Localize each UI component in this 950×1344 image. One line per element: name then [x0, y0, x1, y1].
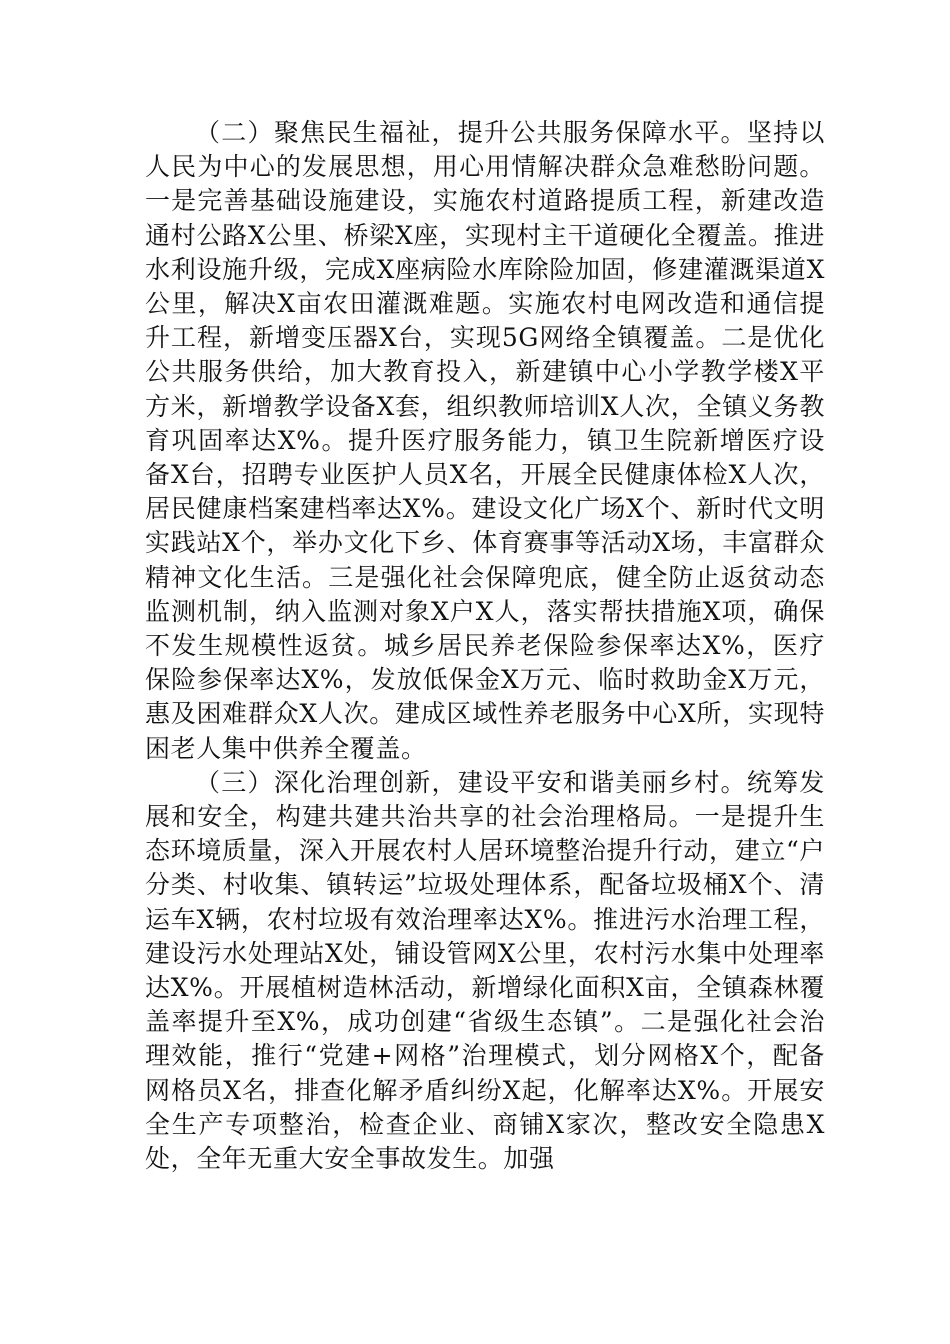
paragraph-governance: （三）深化治理创新，建设平安和谐美丽乡村。统筹发展和安全，构建共建共治共享的社会治理格局。一是提升生态环境质量，深入开展农村人居环境整治提升行动，建立“户分类、村收集、镇转运”垃圾处理体系，配备垃圾桶X个、清运车X辆，农村垃圾有效治理率达X%。推进污水治理工程，建设污水处理站X处，铺设管网X公里，农村污水集中处理率达X%。开展植树造林活动，新增绿化面积X亩，全镇森林覆盖率提升至X%，成功创建“省级生态镇”。二是强化社会治理效能，推行“党建+网格”治理模式，划分网格X个，配备网格员X名，排查化解矛盾纠纷X起，化解率达X%。开展安全生产专项整治，检查企业、商铺X家次，整改安全隐患X处，全年无重大安全事故发生。加强 [145, 767, 825, 1174]
document-body [145, 116, 825, 1176]
paragraph-public-services: （二）聚焦民生福祉，提升公共服务保障水平。坚持以人民为中心的发展思想，用心用情解决群众急难愁盼问题。一是完善基础设施建设，实施农村道路提质工程，新建改造通村公路X公里、桥梁X座，实现村主干道硬化全覆盖。推进水利设施升级，完成X座病险水库除险加固，修建灌溉渠道X公里，解决X亩农田灌溉难题。实施农村电网改造和通信提升工程，新增变压器X台，实现5G网络全镇覆盖。二是优化公共服务供给，加大教育投入，新建镇中心小学教学楼X平方米，新增教学设备X套，组织教师培训X人次，全镇义务教育巩固率达X%。提升医疗服务能力，镇卫生院新增医疗设备X台，招聘专业医护人员X名，开展全民健康体检X人次，居民健康档案建档率达X%。建设文化广场X个、新时代文明实践站X个，举办文化下乡、体育赛事等活动X场，丰富群众精神文化生活。三是强化社会保障兜底，健全防止返贫动态监测机制，纳入监测对象X户X人，落实帮扶措施X项，确保不发生规模性返贫。城乡居民养老保险参保率达X%，医疗保险参保率达X%，发放低保金X万元、临时救助金X万元，惠及困难群众X人次。建成区域性养老服务中心X所，实现特困老人集中供养全覆盖。 [145, 118, 825, 763]
